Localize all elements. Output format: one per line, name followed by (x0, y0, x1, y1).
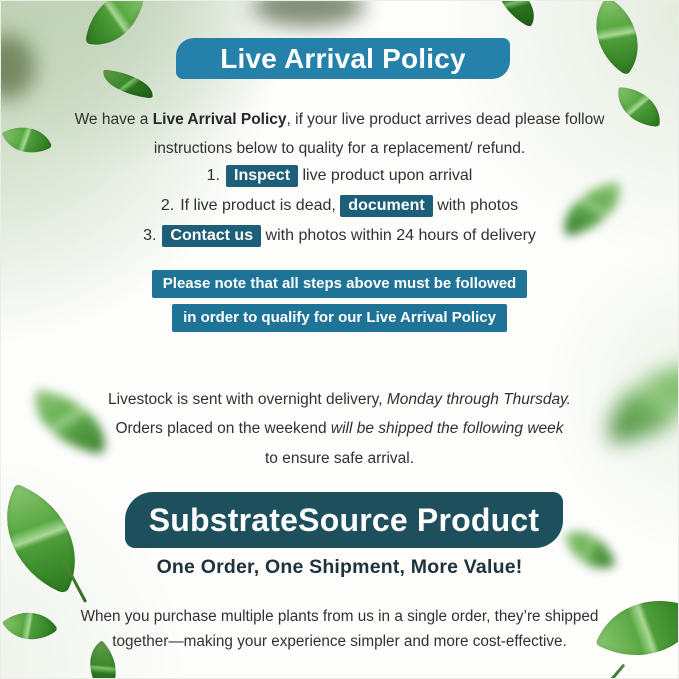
step-highlight: Inspect (226, 165, 298, 187)
intro-bold-text: Live Arrival Policy (152, 110, 287, 128)
leaf-stem (604, 664, 626, 679)
shipping-text: Orders placed on the weekend (115, 420, 331, 437)
substratesource-product-banner (125, 492, 563, 548)
intro-text: We have a (74, 110, 153, 128)
step-text: with photos within 24 hours of delivery (261, 227, 536, 244)
product-subtitle: One Order, One Shipment, More Value! (156, 556, 523, 578)
shipping-text: Livestock is sent with overnight delivery, (108, 390, 387, 408)
blurred-leaf-shadow (0, 35, 35, 99)
note-line: in order to qualify for our Live Arrival Policy (172, 304, 507, 332)
step-text: live product upon arrival (298, 167, 473, 184)
step-number: 1. (206, 167, 220, 184)
policy-note (1, 270, 678, 332)
shipping-italic-text: will be shipped the following week (330, 420, 564, 437)
step-highlight: document (340, 195, 432, 217)
shipping-paragraph (1, 385, 678, 474)
banner-title: SubstrateSource Product (148, 502, 540, 538)
steps-list (1, 161, 678, 251)
product-text: When you purchase multiple plants from us in a single order, they’re shipped (80, 608, 599, 626)
shipping-text: to ensure safe arrival. (264, 449, 415, 467)
step-number: 2. (160, 197, 175, 214)
step-item-3 (1, 221, 678, 251)
leaf-icon (101, 69, 156, 98)
live-arrival-policy-banner (176, 38, 510, 79)
step-item-2 (1, 191, 678, 221)
blurred-leaf-shadow (253, 0, 365, 27)
step-item-1 (1, 161, 678, 191)
step-highlight: Contact us (162, 225, 261, 247)
intro-text: , if your live product arrives dead please follow (286, 110, 605, 128)
intro-paragraph (1, 105, 678, 163)
intro-text: instructions below to quality for a replacement/ refund. (153, 139, 526, 157)
step-text: If live product is dead, (180, 197, 341, 214)
note-line: Please note that all steps above must be followed (152, 270, 527, 298)
banner-title: Live Arrival Policy (220, 43, 466, 74)
shipping-italic-text: Monday through Thursday. (386, 390, 571, 408)
step-text: with photos (432, 197, 519, 214)
leaf-icon (85, 0, 145, 52)
leaf-icon (576, 0, 658, 76)
product-text: together—making your experience simpler and more cost-effective. (112, 632, 567, 650)
step-number: 3. (143, 227, 157, 244)
leaf-icon (487, 0, 545, 27)
product-paragraph (1, 605, 678, 654)
